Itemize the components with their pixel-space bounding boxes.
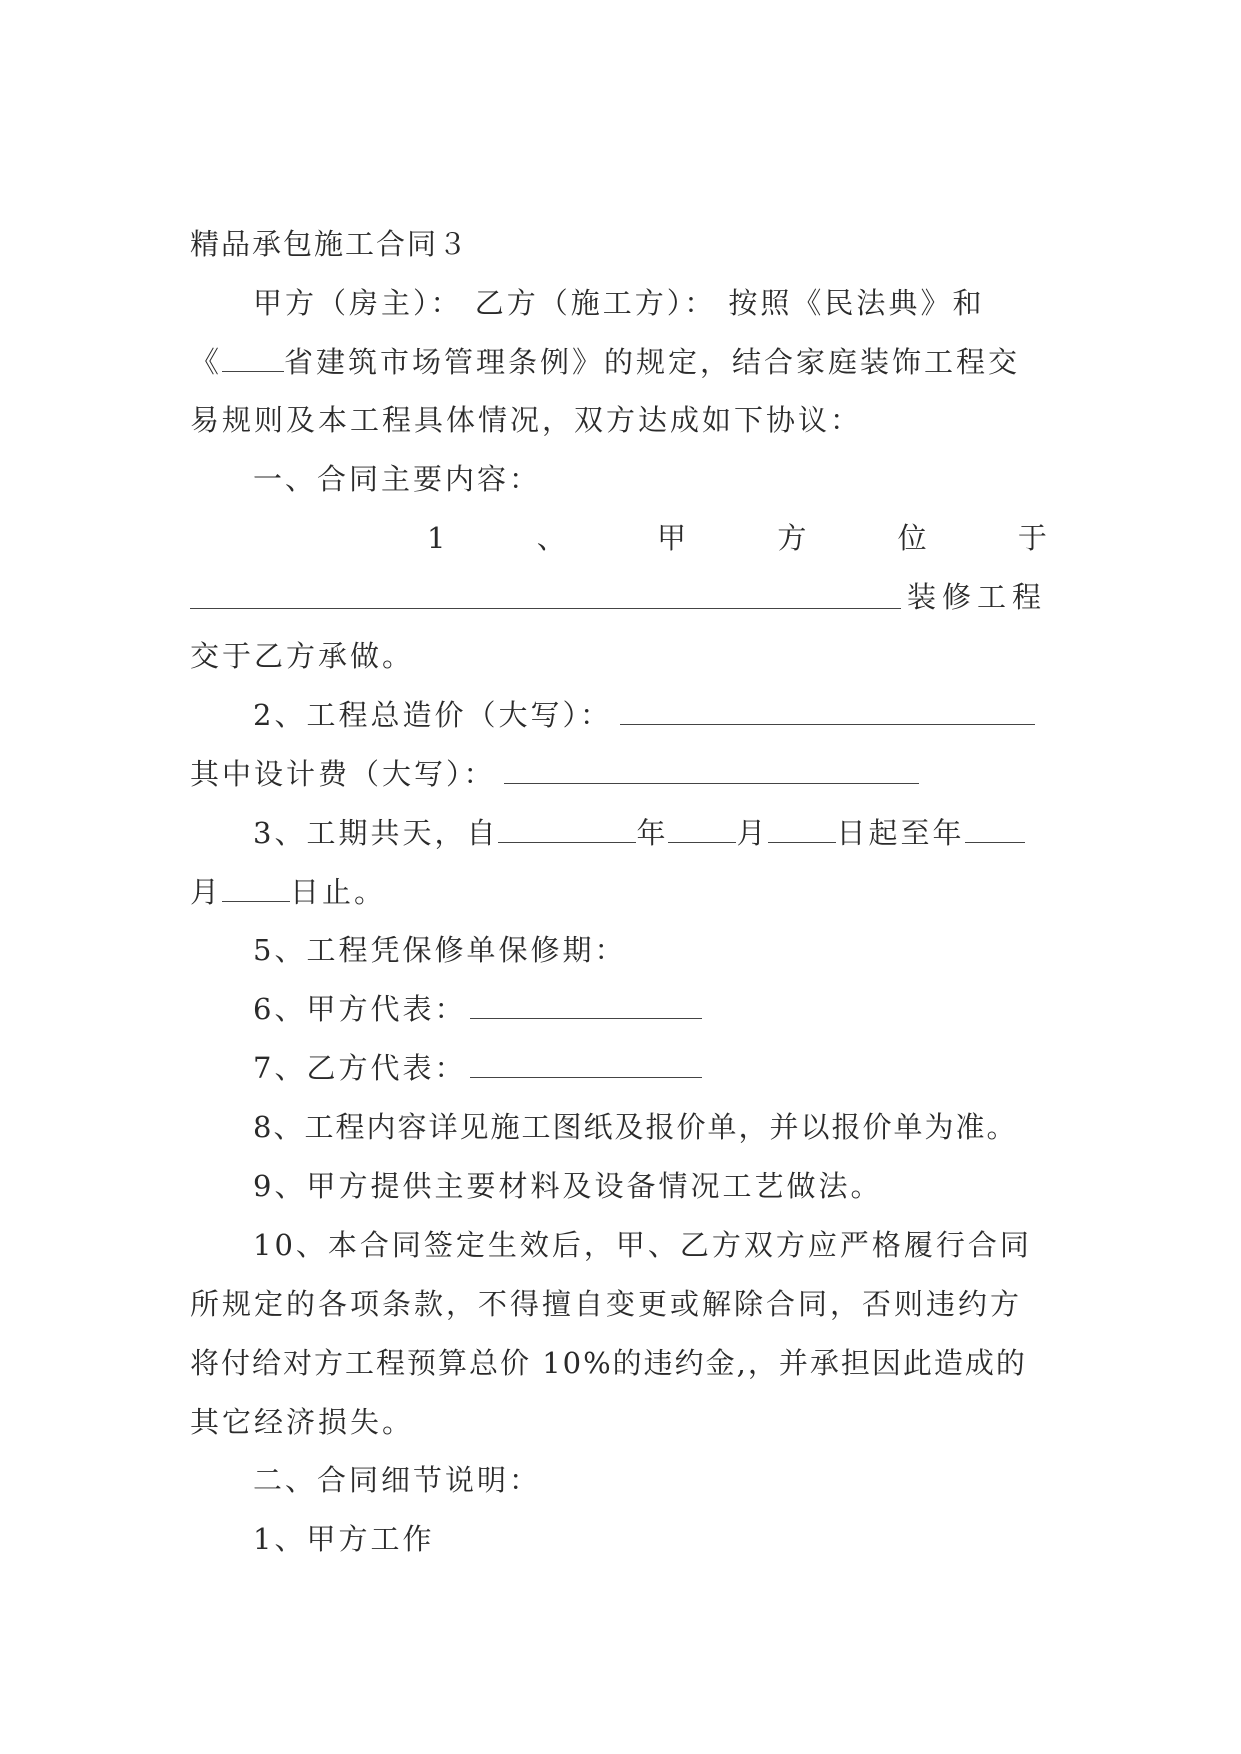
item1-token: 位 (897, 521, 927, 555)
intro-line-1: 甲方（房主）： 乙方（施工方）： 按照《民法典》和 (253, 286, 985, 320)
item3-part-2: 年 (636, 816, 669, 850)
item5-line: 5、工程凭保修单保修期： (253, 933, 627, 967)
end-year-blank (965, 814, 1025, 843)
intro-line-2-suffix: 省建筑市场管理条例》的规定，结合家庭装饰工程交 (284, 345, 1021, 379)
location-blank (190, 608, 901, 609)
start-year-blank (498, 814, 636, 843)
item10-line-4: 其它经济损失。 (190, 1405, 415, 1439)
end-month-blank (222, 873, 290, 902)
item2-sub-line (190, 754, 919, 794)
start-day-blank (768, 814, 836, 843)
province-blank (222, 343, 284, 372)
document-title: 精品承包施工合同３ (190, 227, 470, 261)
item3-line (253, 813, 1025, 853)
item6-label: 6、甲方代表： (253, 992, 467, 1026)
design-fee-blank (504, 755, 919, 784)
item3-part-5: 月 (190, 875, 223, 909)
party-a-rep-blank (470, 990, 702, 1019)
item7-label: 7、乙方代表： (253, 1051, 467, 1085)
item10-line-1: 10、本合同签定生效后，甲、乙方双方应严格履行合同 (253, 1228, 1032, 1262)
item6-line (253, 989, 702, 1029)
total-price-blank (620, 696, 1035, 725)
item10-line-2: 所规定的各项条款，不得擅自变更或解除合同，否则违约方 (190, 1287, 1023, 1321)
item1-token: 甲 (657, 521, 687, 555)
item7-line (253, 1048, 702, 1088)
intro-line-3: 易规则及本工程具体情况，双方达成如下协议： (190, 403, 863, 437)
section2-item1: 1、甲方工作 (253, 1522, 435, 1556)
item3-line-2 (190, 872, 386, 912)
item1-location-line (190, 577, 1047, 617)
start-month-blank (668, 814, 736, 843)
item1-token: 于 (1017, 521, 1047, 555)
item8-line: 8、工程内容详见施工图纸及报价单，并以报价单为准。 (253, 1110, 1018, 1144)
section2-heading: 二、合同细节说明： (253, 1463, 542, 1497)
item10-line-3: 将付给对方工程预算总价 10%的违约金,，并承担因此造成的 (190, 1346, 1027, 1380)
item3-part-1: 3、工期共天，自 (253, 816, 499, 850)
item1-token: 1 (427, 521, 446, 555)
party-b-rep-blank (470, 1049, 702, 1078)
item3-part-3: 月 (736, 816, 769, 850)
item1-token: 、 (536, 521, 566, 555)
item9-line: 9、甲方提供主要材料及设备情况工艺做法。 (253, 1169, 883, 1203)
item2-sub-label: 其中设计费（大写）： (190, 757, 496, 791)
section1-heading: 一、合同主要内容： (253, 462, 542, 496)
item3-part-4: 日起至年 (836, 816, 965, 850)
intro-line-2-prefix: 《 (190, 345, 223, 379)
item1-line-3: 交于乙方承做。 (190, 639, 415, 673)
item2-label: 2、工程总造价（大写）： (253, 698, 612, 732)
item3-part-6: 日止。 (290, 875, 387, 909)
intro-line-2 (190, 342, 1020, 382)
item1-spread-line (190, 518, 1047, 558)
item2-line (253, 695, 1035, 735)
item1-tail: 装修工程 (906, 580, 1047, 614)
item1-token: 方 (777, 521, 807, 555)
